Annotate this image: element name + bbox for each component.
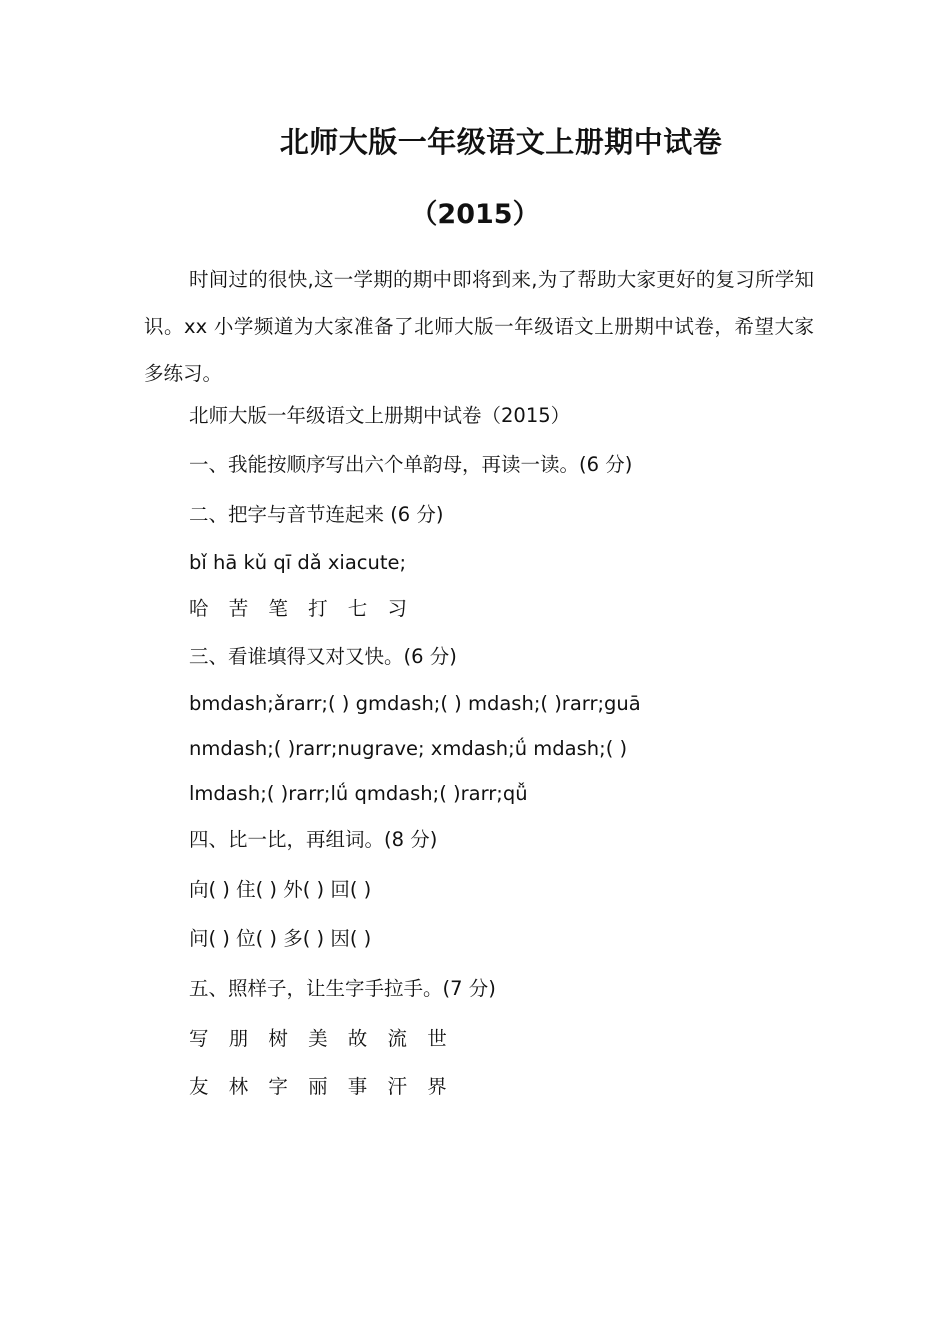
question-4: 四、比一比，再组词。(8 分) <box>189 828 438 851</box>
pinyin-fill-row-2: nmdash;( )rarr;nugrave; xmdash;ǘ mdash;( ) <box>189 737 628 760</box>
pinyin-fill-row-3: lmdash;( )rarr;lǘ qmdash;( )rarr;qǚ <box>189 782 528 805</box>
question-5: 五、照样子，让生字手拉手。(7 分) <box>189 977 496 1000</box>
question-2: 二、把字与音节连起来 (6 分) <box>189 503 444 526</box>
character-match-row-2: 友 林 字 丽 事 汗 界 <box>189 1075 454 1098</box>
character-match-row-1: 写 朋 树 美 故 流 世 <box>189 1027 454 1050</box>
compare-row-2: 问( ) 位( ) 多( ) 因( ) <box>189 927 372 950</box>
document-title: 北师大版一年级语文上册期中试卷 <box>279 125 723 159</box>
section-heading-title: 北师大版一年级语文上册期中试卷（2015） <box>189 404 571 427</box>
question-3: 三、看谁填得又对又快。(6 分) <box>189 645 457 668</box>
compare-row-1: 向( ) 住( ) 外( ) 回( ) <box>189 878 372 901</box>
character-row: 哈 苦 笔 打 七 习 <box>189 597 414 620</box>
pinyin-row: bǐ hā kǔ qī dǎ xiacute; <box>189 551 407 574</box>
document-subtitle: （2015） <box>410 199 540 230</box>
intro-paragraph: 时间过的很快,这一学期的期中即将到来,为了帮助大家更好的复习所学知识。xx 小学频道为大家准备了北师大版一年级语文上册期中试卷，希望大家多练习。 <box>144 268 814 385</box>
pinyin-fill-row-1: bmdash;ǎrarr;( ) gmdash;( ) mdash;( )rarr;guā <box>189 692 641 715</box>
question-1: 一、我能按顺序写出六个单韵母，再读一读。(6 分) <box>189 453 633 476</box>
